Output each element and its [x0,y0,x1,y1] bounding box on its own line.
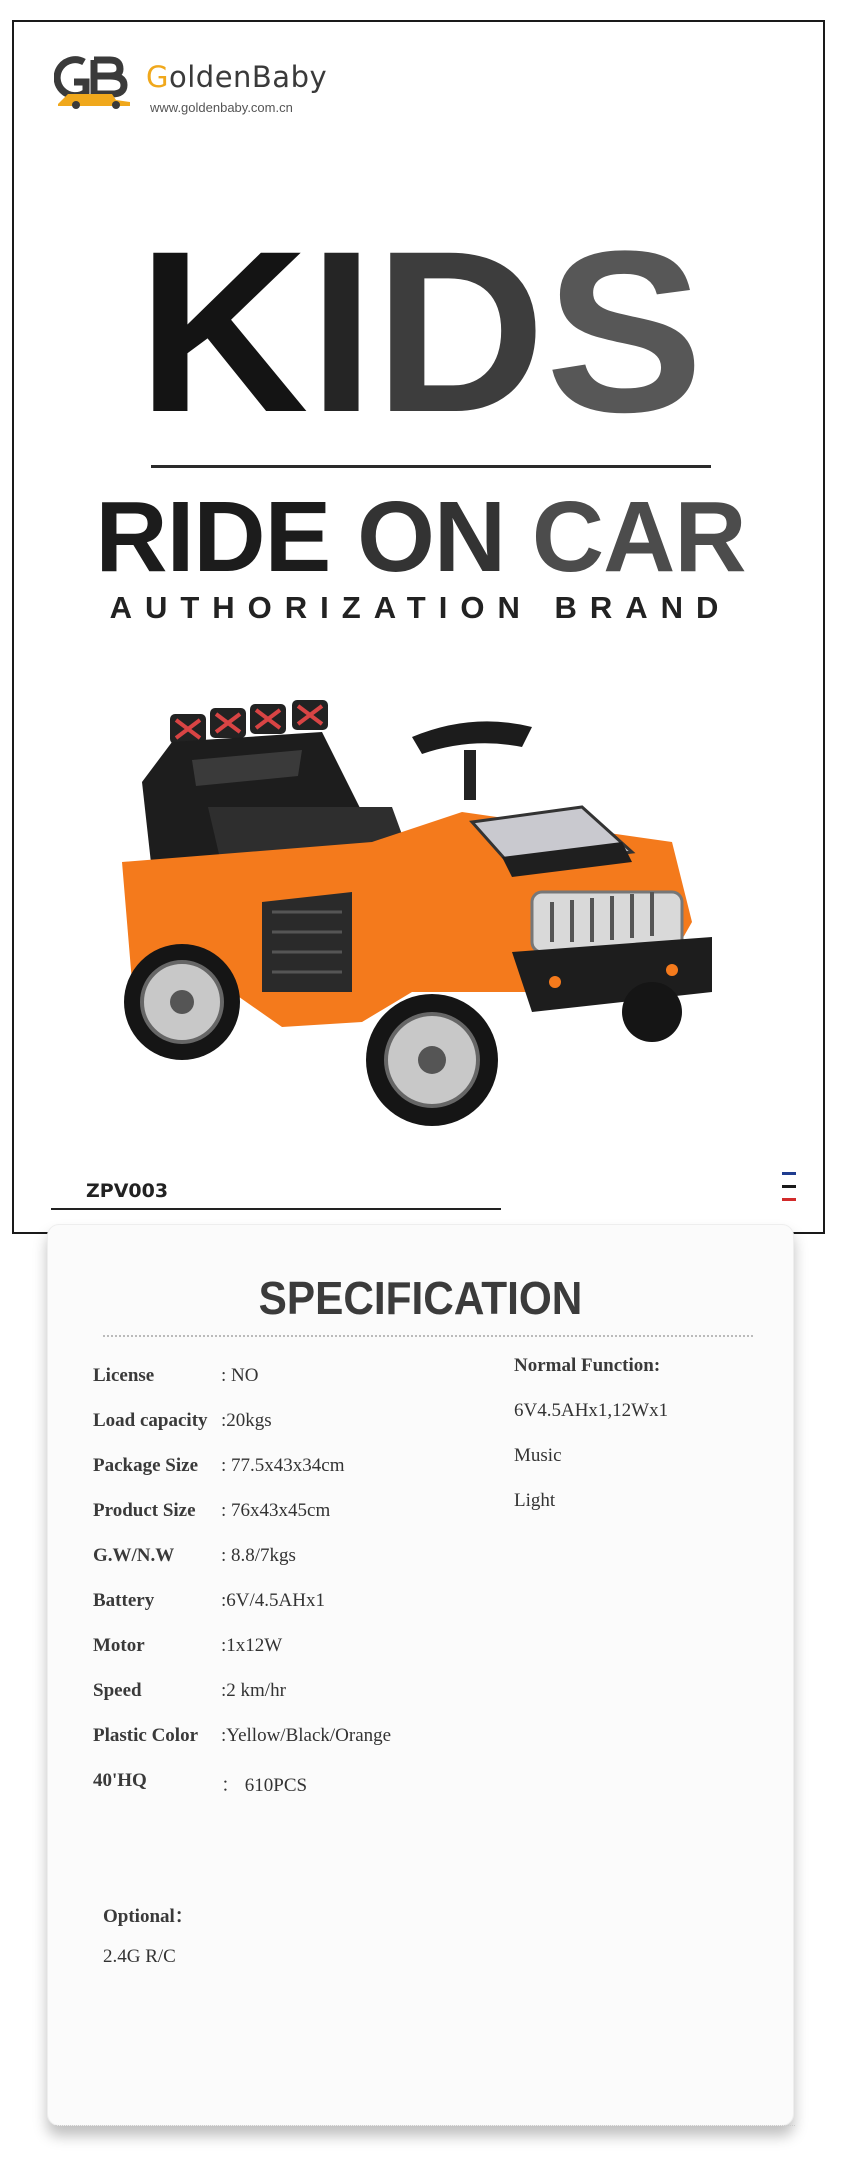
hero-tagline: AUTHORIZATION BRAND [109,590,732,625]
spec-value: :6V/4.5AHx1 [221,1590,325,1611]
hero-title [2,203,839,460]
function-item: Light [514,1490,556,1511]
brand-name-rest: oldenBaby [168,60,328,94]
product-poster [12,20,825,1234]
specification-title: SPECIFICATION [258,1272,583,1324]
hero-subtitle [14,482,827,592]
wheel-icon [124,944,240,1060]
spec-label: Load capacity [93,1410,208,1431]
spec-value: ： 610PCS [221,1775,308,1796]
spec-label: Product Size [93,1500,196,1521]
model-underline [51,1208,501,1210]
specification-card [47,1224,794,2126]
hero-letter: S [545,203,704,460]
brand-logo[interactable] [54,54,328,115]
spec-label: Battery [93,1590,155,1611]
brand-name-initial: G [146,60,169,94]
hero-word: CAR [531,481,746,593]
brand-url[interactable]: www.goldenbaby.com.cn [150,100,293,115]
brand-name [146,60,327,94]
hero-letter: K [137,203,309,460]
functions-title: Normal Function: [514,1355,661,1376]
spec-label: 40'HQ [93,1770,147,1791]
spec-label: Speed [93,1680,142,1701]
spec-label: Motor [93,1635,145,1656]
spec-label: Plastic Color [93,1725,199,1746]
hero-letter: I [308,203,375,460]
hero-letter: D [374,203,546,460]
function-item: Music [514,1445,562,1466]
spec-value: : 76x43x45cm [221,1500,331,1521]
spec-value: : NO [221,1365,259,1386]
hero-divider [151,465,711,468]
spec-value: :2 km/hr [221,1680,286,1701]
hero-word: ON [357,481,506,593]
orange-ride-on-jeep-image [112,692,752,1172]
hero-word: RIDE [95,481,331,593]
optional-item: 2.4G R/C [103,1946,176,1967]
spec-value: :1x12W [221,1635,283,1656]
spec-value: :Yellow/Black/Orange [221,1725,392,1746]
function-item: 6V4.5AHx1,12Wx1 [514,1400,669,1421]
spec-label: G.W/N.W [93,1545,175,1566]
footer-divider [55,2125,795,2126]
optional-title: Optional： [103,1906,194,1927]
flag-icon [782,1172,796,1202]
spec-label: Package Size [93,1455,199,1476]
product-model: ZPV003 [86,1180,169,1202]
spec-value: : 8.8/7kgs [221,1545,296,1566]
wheel-icon [622,982,682,1042]
spec-value: :20kgs [221,1410,272,1431]
title-divider [103,1335,753,1337]
spec-value: : 77.5x43x34cm [221,1455,345,1476]
goldenbaby-logo-icon [54,54,134,110]
wheel-icon [366,994,498,1126]
spec-label: License [93,1365,155,1386]
